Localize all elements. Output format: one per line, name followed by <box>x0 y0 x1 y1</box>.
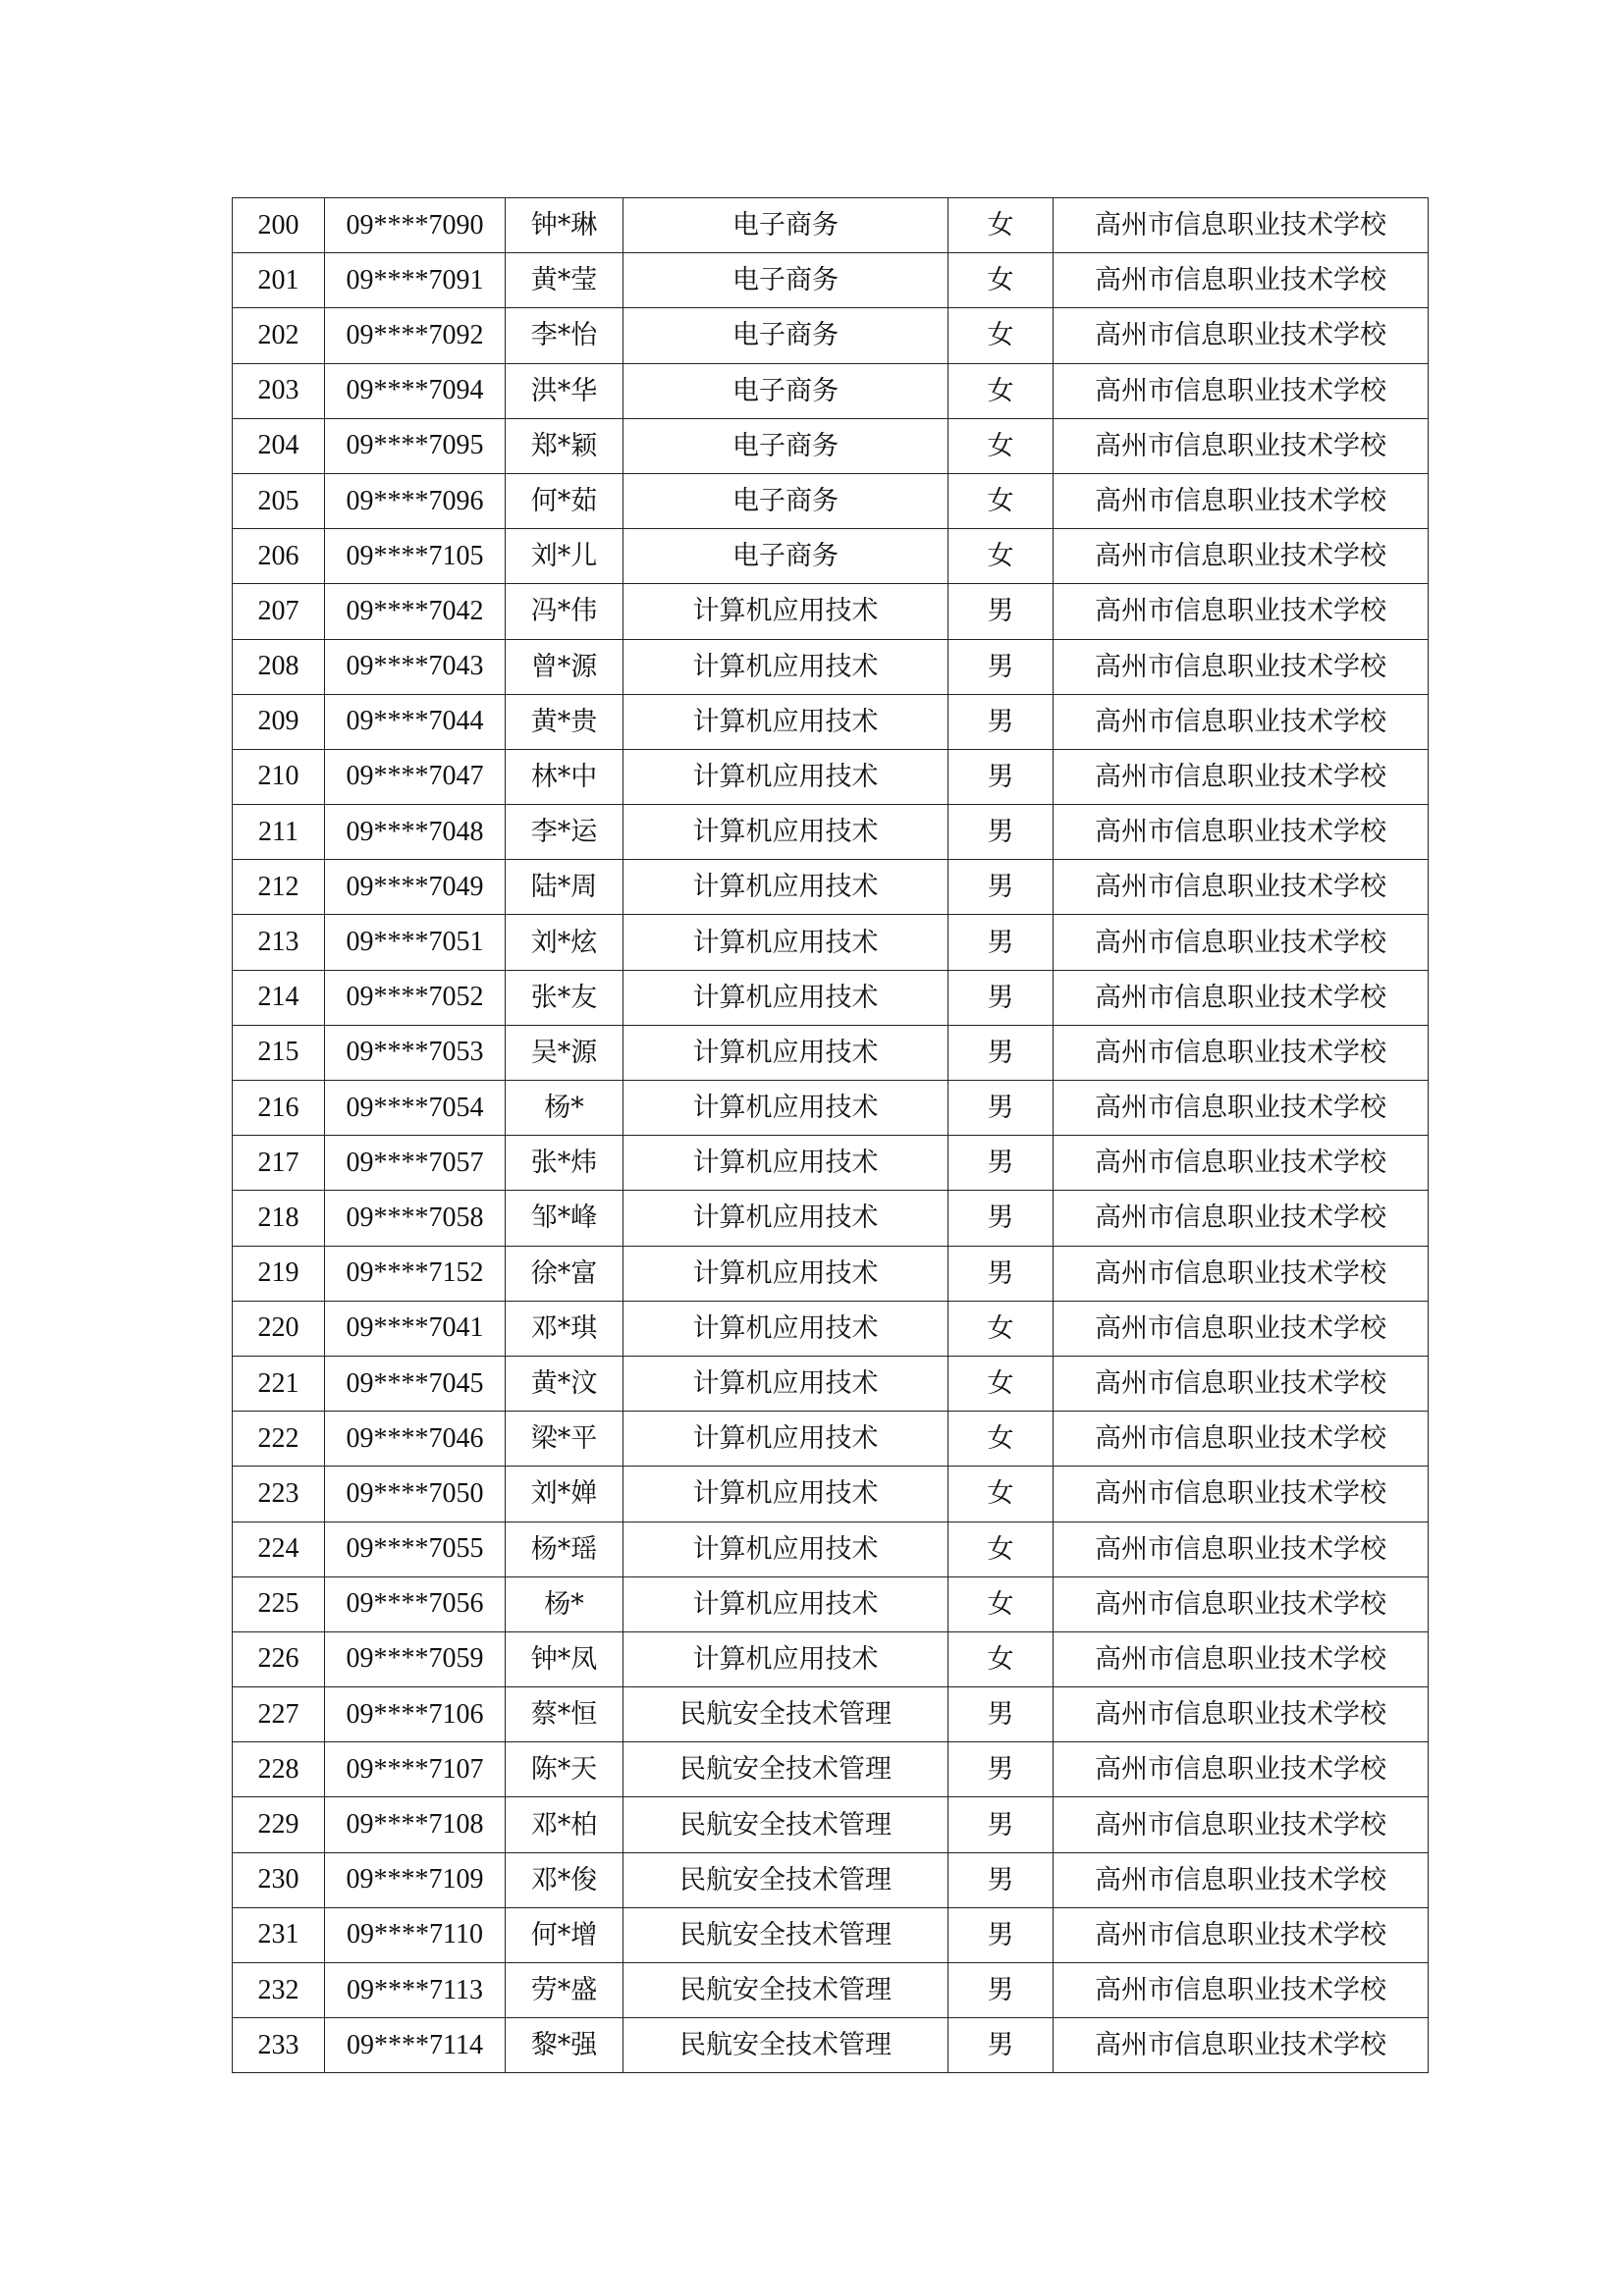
student-id-cell: 09****7110 <box>325 1907 506 1962</box>
school-cell: 高州市信息职业技术学校 <box>1054 1191 1429 1246</box>
row-number-cell: 204 <box>233 418 325 473</box>
student-name-cell: 黄*贵 <box>506 694 623 749</box>
student-name-cell: 蔡*恒 <box>506 1687 623 1742</box>
gender-cell: 女 <box>948 1522 1054 1576</box>
student-id-cell: 09****7107 <box>325 1742 506 1797</box>
row-number-cell: 223 <box>233 1467 325 1522</box>
student-name-cell: 刘*儿 <box>506 529 623 584</box>
table-row <box>233 1356 1429 1411</box>
student-name-cell: 洪*华 <box>506 363 623 418</box>
major-cell: 计算机应用技术 <box>623 1631 948 1686</box>
school-cell: 高州市信息职业技术学校 <box>1054 1246 1429 1301</box>
gender-cell: 女 <box>948 473 1054 528</box>
student-name-cell: 钟*凤 <box>506 1631 623 1686</box>
major-cell: 民航安全技术管理 <box>623 1852 948 1907</box>
student-id-cell: 09****7053 <box>325 1025 506 1080</box>
table-body <box>233 198 1429 2073</box>
row-number-cell: 224 <box>233 1522 325 1576</box>
major-cell: 民航安全技术管理 <box>623 1907 948 1962</box>
major-cell: 计算机应用技术 <box>623 694 948 749</box>
student-id-cell: 09****7059 <box>325 1631 506 1686</box>
major-cell: 计算机应用技术 <box>623 1191 948 1246</box>
gender-cell: 男 <box>948 584 1054 639</box>
student-id-cell: 09****7048 <box>325 805 506 860</box>
school-cell: 高州市信息职业技术学校 <box>1054 1687 1429 1742</box>
table-row <box>233 1852 1429 1907</box>
major-cell: 民航安全技术管理 <box>623 1742 948 1797</box>
gender-cell: 男 <box>948 1797 1054 1852</box>
major-cell: 民航安全技术管理 <box>623 1797 948 1852</box>
school-cell: 高州市信息职业技术学校 <box>1054 1136 1429 1191</box>
row-number-cell: 209 <box>233 694 325 749</box>
school-cell: 高州市信息职业技术学校 <box>1054 1852 1429 1907</box>
major-cell: 电子商务 <box>623 418 948 473</box>
gender-cell: 女 <box>948 1631 1054 1686</box>
table-row <box>233 529 1429 584</box>
student-id-cell: 09****7106 <box>325 1687 506 1742</box>
row-number-cell: 215 <box>233 1025 325 1080</box>
student-id-cell: 09****7047 <box>325 749 506 804</box>
major-cell: 计算机应用技术 <box>623 1136 948 1191</box>
student-name-cell: 陈*天 <box>506 1742 623 1797</box>
student-id-cell: 09****7109 <box>325 1852 506 1907</box>
gender-cell: 女 <box>948 1356 1054 1411</box>
table-row <box>233 1522 1429 1576</box>
table-row <box>233 1191 1429 1246</box>
gender-cell: 男 <box>948 1136 1054 1191</box>
student-id-cell: 09****7095 <box>325 418 506 473</box>
row-number-cell: 222 <box>233 1412 325 1467</box>
major-cell: 计算机应用技术 <box>623 860 948 915</box>
gender-cell: 女 <box>948 1412 1054 1467</box>
student-name-cell: 吴*源 <box>506 1025 623 1080</box>
row-number-cell: 219 <box>233 1246 325 1301</box>
table-row <box>233 1797 1429 1852</box>
student-name-cell: 徐*富 <box>506 1246 623 1301</box>
table-row <box>233 473 1429 528</box>
table-row <box>233 1246 1429 1301</box>
student-id-cell: 09****7050 <box>325 1467 506 1522</box>
major-cell: 计算机应用技术 <box>623 1522 948 1576</box>
table-row <box>233 418 1429 473</box>
row-number-cell: 221 <box>233 1356 325 1411</box>
student-name-cell: 刘*炫 <box>506 915 623 970</box>
major-cell: 民航安全技术管理 <box>623 1963 948 2018</box>
student-name-cell: 曾*源 <box>506 639 623 694</box>
school-cell: 高州市信息职业技术学校 <box>1054 970 1429 1025</box>
student-name-cell: 李*怡 <box>506 308 623 363</box>
student-name-cell: 何*增 <box>506 1907 623 1962</box>
row-number-cell: 226 <box>233 1631 325 1686</box>
student-name-cell: 李*运 <box>506 805 623 860</box>
gender-cell: 女 <box>948 1467 1054 1522</box>
major-cell: 计算机应用技术 <box>623 915 948 970</box>
student-id-cell: 09****7092 <box>325 308 506 363</box>
table-row <box>233 1963 1429 2018</box>
gender-cell: 男 <box>948 639 1054 694</box>
student-id-cell: 09****7043 <box>325 639 506 694</box>
school-cell: 高州市信息职业技术学校 <box>1054 253 1429 308</box>
table-row <box>233 860 1429 915</box>
row-number-cell: 220 <box>233 1301 325 1356</box>
table-row <box>233 1136 1429 1191</box>
table-row <box>233 198 1429 253</box>
table-row <box>233 1412 1429 1467</box>
student-id-cell: 09****7096 <box>325 473 506 528</box>
table-row <box>233 308 1429 363</box>
student-id-cell: 09****7152 <box>325 1246 506 1301</box>
table-row <box>233 1467 1429 1522</box>
table-row <box>233 1025 1429 1080</box>
gender-cell: 男 <box>948 1081 1054 1136</box>
major-cell: 电子商务 <box>623 473 948 528</box>
student-name-cell: 杨*瑶 <box>506 1522 623 1576</box>
school-cell: 高州市信息职业技术学校 <box>1054 639 1429 694</box>
school-cell: 高州市信息职业技术学校 <box>1054 1576 1429 1631</box>
school-cell: 高州市信息职业技术学校 <box>1054 308 1429 363</box>
row-number-cell: 206 <box>233 529 325 584</box>
row-number-cell: 217 <box>233 1136 325 1191</box>
school-cell: 高州市信息职业技术学校 <box>1054 1522 1429 1576</box>
major-cell: 计算机应用技术 <box>623 1412 948 1467</box>
gender-cell: 男 <box>948 1852 1054 1907</box>
gender-cell: 女 <box>948 418 1054 473</box>
row-number-cell: 202 <box>233 308 325 363</box>
student-id-cell: 09****7051 <box>325 915 506 970</box>
student-id-cell: 09****7094 <box>325 363 506 418</box>
row-number-cell: 225 <box>233 1576 325 1631</box>
table-row <box>233 1687 1429 1742</box>
student-id-cell: 09****7055 <box>325 1522 506 1576</box>
gender-cell: 女 <box>948 1301 1054 1356</box>
school-cell: 高州市信息职业技术学校 <box>1054 1631 1429 1686</box>
school-cell: 高州市信息职业技术学校 <box>1054 1412 1429 1467</box>
table-row <box>233 1081 1429 1136</box>
school-cell: 高州市信息职业技术学校 <box>1054 529 1429 584</box>
gender-cell: 男 <box>948 1907 1054 1962</box>
major-cell: 计算机应用技术 <box>623 805 948 860</box>
row-number-cell: 207 <box>233 584 325 639</box>
student-name-cell: 邹*峰 <box>506 1191 623 1246</box>
row-number-cell: 211 <box>233 805 325 860</box>
row-number-cell: 227 <box>233 1687 325 1742</box>
school-cell: 高州市信息职业技术学校 <box>1054 198 1429 253</box>
student-id-cell: 09****7057 <box>325 1136 506 1191</box>
row-number-cell: 212 <box>233 860 325 915</box>
student-name-cell: 劳*盛 <box>506 1963 623 2018</box>
row-number-cell: 216 <box>233 1081 325 1136</box>
major-cell: 计算机应用技术 <box>623 1246 948 1301</box>
student-name-cell: 张*炜 <box>506 1136 623 1191</box>
row-number-cell: 210 <box>233 749 325 804</box>
row-number-cell: 218 <box>233 1191 325 1246</box>
school-cell: 高州市信息职业技术学校 <box>1054 1356 1429 1411</box>
student-name-cell: 邓*琪 <box>506 1301 623 1356</box>
gender-cell: 男 <box>948 1246 1054 1301</box>
table-row <box>233 253 1429 308</box>
school-cell: 高州市信息职业技术学校 <box>1054 1963 1429 2018</box>
student-id-cell: 09****7058 <box>325 1191 506 1246</box>
gender-cell: 女 <box>948 253 1054 308</box>
school-cell: 高州市信息职业技术学校 <box>1054 1301 1429 1356</box>
table-row <box>233 1907 1429 1962</box>
table-row <box>233 639 1429 694</box>
table-row <box>233 1301 1429 1356</box>
student-id-cell: 09****7090 <box>325 198 506 253</box>
student-id-cell: 09****7042 <box>325 584 506 639</box>
row-number-cell: 203 <box>233 363 325 418</box>
row-number-cell: 233 <box>233 2018 325 2073</box>
gender-cell: 男 <box>948 1191 1054 1246</box>
student-name-cell: 陆*周 <box>506 860 623 915</box>
table-row <box>233 1576 1429 1631</box>
table-row <box>233 694 1429 749</box>
gender-cell: 男 <box>948 1742 1054 1797</box>
gender-cell: 男 <box>948 749 1054 804</box>
school-cell: 高州市信息职业技术学校 <box>1054 1907 1429 1962</box>
row-number-cell: 229 <box>233 1797 325 1852</box>
major-cell: 计算机应用技术 <box>623 1356 948 1411</box>
school-cell: 高州市信息职业技术学校 <box>1054 2018 1429 2073</box>
school-cell: 高州市信息职业技术学校 <box>1054 694 1429 749</box>
row-number-cell: 231 <box>233 1907 325 1962</box>
major-cell: 计算机应用技术 <box>623 1025 948 1080</box>
student-name-cell: 林*中 <box>506 749 623 804</box>
student-id-cell: 09****7091 <box>325 253 506 308</box>
student-name-cell: 杨* <box>506 1081 623 1136</box>
student-name-cell: 何*茹 <box>506 473 623 528</box>
student-name-cell: 梁*平 <box>506 1412 623 1467</box>
student-id-cell: 09****7054 <box>325 1081 506 1136</box>
student-id-cell: 09****7108 <box>325 1797 506 1852</box>
school-cell: 高州市信息职业技术学校 <box>1054 473 1429 528</box>
student-name-cell: 邓*柏 <box>506 1797 623 1852</box>
row-number-cell: 200 <box>233 198 325 253</box>
major-cell: 民航安全技术管理 <box>623 2018 948 2073</box>
major-cell: 电子商务 <box>623 253 948 308</box>
student-id-cell: 09****7041 <box>325 1301 506 1356</box>
table-row <box>233 363 1429 418</box>
major-cell: 计算机应用技术 <box>623 749 948 804</box>
gender-cell: 男 <box>948 805 1054 860</box>
student-id-cell: 09****7044 <box>325 694 506 749</box>
table-row <box>233 805 1429 860</box>
major-cell: 电子商务 <box>623 198 948 253</box>
student-table <box>232 197 1429 2073</box>
student-id-cell: 09****7049 <box>325 860 506 915</box>
major-cell: 计算机应用技术 <box>623 970 948 1025</box>
student-name-cell: 郑*颖 <box>506 418 623 473</box>
gender-cell: 女 <box>948 529 1054 584</box>
school-cell: 高州市信息职业技术学校 <box>1054 749 1429 804</box>
table-row <box>233 2018 1429 2073</box>
gender-cell: 男 <box>948 1025 1054 1080</box>
student-name-cell: 刘*婵 <box>506 1467 623 1522</box>
school-cell: 高州市信息职业技术学校 <box>1054 915 1429 970</box>
gender-cell: 男 <box>948 694 1054 749</box>
student-id-cell: 09****7105 <box>325 529 506 584</box>
row-number-cell: 230 <box>233 1852 325 1907</box>
gender-cell: 男 <box>948 2018 1054 2073</box>
major-cell: 计算机应用技术 <box>623 1301 948 1356</box>
major-cell: 电子商务 <box>623 308 948 363</box>
table-row <box>233 1742 1429 1797</box>
school-cell: 高州市信息职业技术学校 <box>1054 584 1429 639</box>
student-id-cell: 09****7114 <box>325 2018 506 2073</box>
row-number-cell: 208 <box>233 639 325 694</box>
row-number-cell: 213 <box>233 915 325 970</box>
school-cell: 高州市信息职业技术学校 <box>1054 1467 1429 1522</box>
major-cell: 电子商务 <box>623 529 948 584</box>
major-cell: 计算机应用技术 <box>623 1467 948 1522</box>
student-name-cell: 黄*莹 <box>506 253 623 308</box>
major-cell: 计算机应用技术 <box>623 584 948 639</box>
student-name-cell: 黄*汶 <box>506 1356 623 1411</box>
major-cell: 电子商务 <box>623 363 948 418</box>
student-id-cell: 09****7046 <box>325 1412 506 1467</box>
gender-cell: 女 <box>948 363 1054 418</box>
row-number-cell: 232 <box>233 1963 325 2018</box>
row-number-cell: 205 <box>233 473 325 528</box>
school-cell: 高州市信息职业技术学校 <box>1054 363 1429 418</box>
school-cell: 高州市信息职业技术学校 <box>1054 860 1429 915</box>
student-name-cell: 邓*俊 <box>506 1852 623 1907</box>
table-row <box>233 749 1429 804</box>
student-name-cell: 冯*伟 <box>506 584 623 639</box>
major-cell: 计算机应用技术 <box>623 1576 948 1631</box>
student-id-cell: 09****7045 <box>325 1356 506 1411</box>
table-row <box>233 1631 1429 1686</box>
gender-cell: 女 <box>948 1576 1054 1631</box>
student-name-cell: 黎*强 <box>506 2018 623 2073</box>
student-id-cell: 09****7052 <box>325 970 506 1025</box>
row-number-cell: 201 <box>233 253 325 308</box>
gender-cell: 女 <box>948 198 1054 253</box>
school-cell: 高州市信息职业技术学校 <box>1054 1742 1429 1797</box>
table-row <box>233 970 1429 1025</box>
major-cell: 民航安全技术管理 <box>623 1687 948 1742</box>
row-number-cell: 228 <box>233 1742 325 1797</box>
gender-cell: 男 <box>948 1963 1054 2018</box>
school-cell: 高州市信息职业技术学校 <box>1054 418 1429 473</box>
school-cell: 高州市信息职业技术学校 <box>1054 1797 1429 1852</box>
gender-cell: 女 <box>948 308 1054 363</box>
student-name-cell: 钟*琳 <box>506 198 623 253</box>
gender-cell: 男 <box>948 915 1054 970</box>
major-cell: 计算机应用技术 <box>623 1081 948 1136</box>
student-name-cell: 张*友 <box>506 970 623 1025</box>
major-cell: 计算机应用技术 <box>623 639 948 694</box>
gender-cell: 男 <box>948 970 1054 1025</box>
table-row <box>233 584 1429 639</box>
school-cell: 高州市信息职业技术学校 <box>1054 1081 1429 1136</box>
student-name-cell: 杨* <box>506 1576 623 1631</box>
gender-cell: 男 <box>948 1687 1054 1742</box>
student-id-cell: 09****7056 <box>325 1576 506 1631</box>
row-number-cell: 214 <box>233 970 325 1025</box>
school-cell: 高州市信息职业技术学校 <box>1054 805 1429 860</box>
table-row <box>233 915 1429 970</box>
gender-cell: 男 <box>948 860 1054 915</box>
school-cell: 高州市信息职业技术学校 <box>1054 1025 1429 1080</box>
student-id-cell: 09****7113 <box>325 1963 506 2018</box>
